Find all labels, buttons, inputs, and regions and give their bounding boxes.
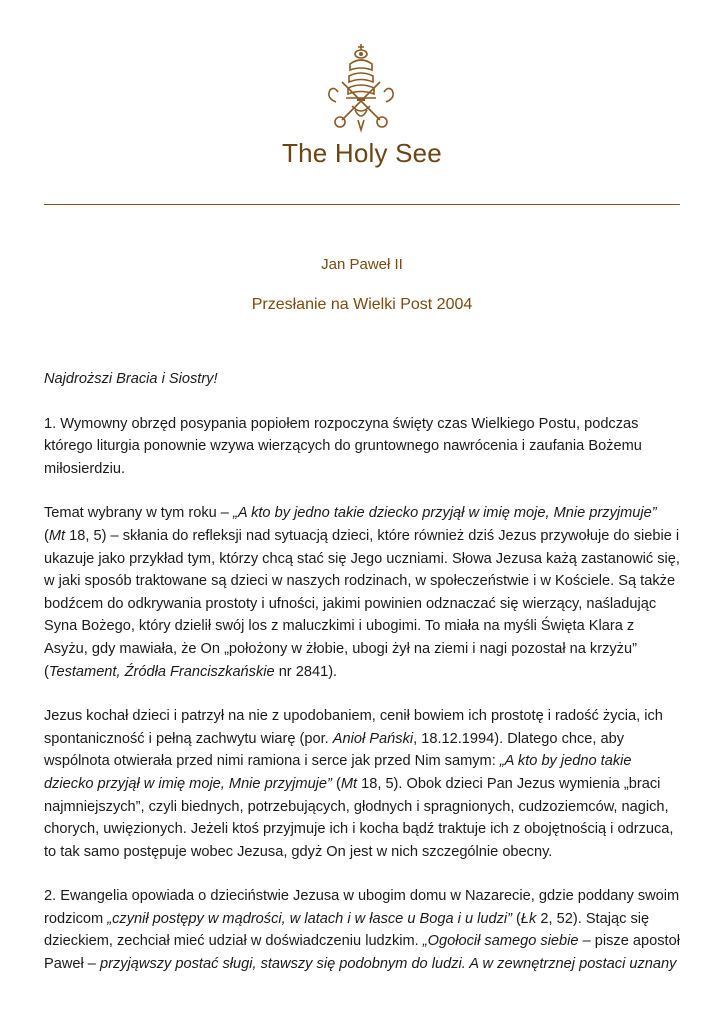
paragraph <box>44 502 684 683</box>
text-segment: to tak samo postępuje wobec Jezusa, gdyż On jest w nich szczególnie obecny. <box>44 843 553 860</box>
text-segment: ( <box>44 527 49 544</box>
italic-text: Mt <box>48 527 66 544</box>
document-body <box>44 368 684 998</box>
header-divider <box>44 204 680 205</box>
paragraph-line <box>44 661 684 684</box>
holy-see-emblem-icon <box>322 42 400 134</box>
text-segment: w jaki sposób traktowane są dzieci w naszych rodzinach, w społeczeństwie i w Kościele. Są także <box>44 573 676 590</box>
paragraph-line <box>44 435 684 458</box>
text-segment: nr 2841). <box>274 663 338 680</box>
text-segment: dzieckiem, zechciał mieć udział w doświadczeniu ludzkim. <box>44 933 423 950</box>
paragraph-line <box>44 728 684 751</box>
paragraph <box>44 413 684 481</box>
greeting: Najdroższi Bracia i Siostry! <box>44 371 218 387</box>
text-segment: wspólnota otwierała przed nimi ramiona i serce jak przed Nim samym: <box>44 753 500 770</box>
text-segment: Jezus kochał dzieci i patrzył na nie z upodobaniem, cenił bowiem ich prostotę i radość życia, ich <box>44 708 663 725</box>
text-segment: 1. Wymowny obrzęd posypania popiołem rozpoczyna święty czas Wielkiego Postu, podczas <box>44 415 639 432</box>
italic-text: Testament, Źródła Franciszkańskie <box>48 663 275 680</box>
italic-text: Mt <box>340 775 358 792</box>
site-title: The Holy See <box>282 138 442 168</box>
italic-text: „Ogołocił samego siebie <box>422 933 579 950</box>
paragraph <box>44 885 684 975</box>
paragraph-line <box>44 841 684 864</box>
paragraph-line <box>44 502 684 525</box>
paragraph-line <box>44 908 684 931</box>
text-segment: ( <box>512 910 521 927</box>
text-segment: Asyżu, gdy mawiała, że On „położony w żłobie, ubogi żył na ziemi i nagi pozostał na krzyżu” <box>44 640 637 657</box>
text-segment: Syna Bożego, który dzielił swój los z maluczkimi i ubogimi. To miała na myśli Święta Klara z <box>44 618 635 635</box>
text-segment: , 18.12.1994). Dlatego chce, aby <box>413 730 625 747</box>
text-segment: Temat wybrany w tym roku – <box>44 505 233 522</box>
paragraph-line <box>44 930 684 953</box>
italic-text: przyjąwszy postać sługi, stawszy się podobnym do ludzi. A w zewnętrznej postaci uznany <box>99 956 677 973</box>
paragraph-line <box>44 796 684 819</box>
italic-text: „A kto by jedno takie <box>499 753 632 770</box>
paragraph-line <box>44 705 684 728</box>
text-segment: ( <box>331 775 341 792</box>
document-title: Przesłanie na Wielki Post 2004 <box>251 296 473 313</box>
paragraph-line <box>44 773 684 796</box>
text-segment: bodźcem do odkrywania prostoty i ufności, jakimi powinien odznaczać się wierzący, naśladując <box>44 595 657 612</box>
paragraph <box>44 705 684 863</box>
text-segment: ukazuje jako przykład tym, którzy chcą stać się Jego uczniami. Słowa Jezusa każą zastanowić się, <box>44 550 680 567</box>
text-segment: rodzicom <box>44 910 108 927</box>
text-segment: Paweł – <box>44 956 100 973</box>
italic-text: „A kto by jedno takie dziecko przyjął w imię moje, Mnie przyjmuje” <box>232 505 657 522</box>
italic-text: „czynił postępy w mądrości, w latach i w łasce u Boga i u ludzi” <box>107 910 512 927</box>
paragraph-line <box>44 458 684 481</box>
text-segment: spontaniczność i pełną zachwytu wiarę (por. <box>44 730 333 747</box>
paragraph-line <box>44 615 684 638</box>
text-segment: 2, 52). Stając się <box>536 910 650 927</box>
italic-text: Anioł Pański <box>332 730 414 747</box>
paragraph-line <box>44 638 684 661</box>
text-segment: 18, 5). Obok dzieci Pan Jezus wymienia „braci <box>357 775 661 792</box>
text-segment: ( <box>44 663 49 680</box>
italic-text: Łk <box>520 910 537 927</box>
paragraph-line <box>44 818 684 841</box>
paragraph-line <box>44 548 684 571</box>
text-segment: 2. Ewangelia opowiada o dzieciństwie Jezusa w ubogim domu w Nazarecie, gdzie poddany swoim <box>44 888 680 905</box>
paragraph-line <box>44 413 684 436</box>
paragraph-line <box>44 885 684 908</box>
author-name: Jan Paweł II <box>321 256 403 273</box>
text-segment: 18, 5) – skłania do refleksji nad sytuacją dzieci, które również dziś Jezus przywołuje do siebie i <box>65 527 680 544</box>
text-segment: najmniejszych”, czyli biednych, potrzebujących, głodnych i spragnionych, cudzoziemców, nagich, <box>44 798 669 815</box>
text-segment: miłosierdziu. <box>44 460 126 477</box>
paragraph-line <box>44 525 684 548</box>
text-segment: chorych, uwięzionych. Jeżeli ktoś przyjmuje ich i kocha bądź traktuje ich z obojętnością i odrzuca, <box>44 821 674 838</box>
paragraphs <box>44 413 684 976</box>
paragraph-line <box>44 953 684 976</box>
paragraph-line <box>44 593 684 616</box>
text-segment: którego liturgia ponownie wzywa wierzących do gruntownego nawrócenia i zaufania Bożemu <box>44 438 642 455</box>
italic-text: dziecko przyjął w imię moje, Mnie przyjmuje” <box>44 775 332 792</box>
text-segment: – pisze apostoł <box>578 933 680 950</box>
paragraph-line <box>44 750 684 773</box>
paragraph-line <box>44 570 684 593</box>
